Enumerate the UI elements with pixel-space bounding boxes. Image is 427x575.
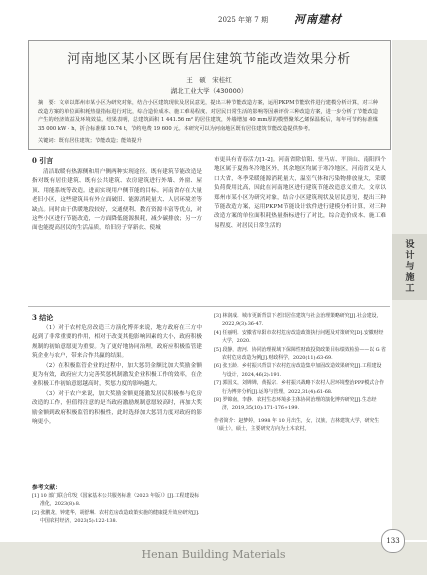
- reference-item: [4] 任丽明．安徽省阜阳市农村危房改造政策执行问题及对策研究[D].安徽财经大学，2020.: [214, 329, 384, 345]
- conclusion-heading: 3 结论: [32, 313, 54, 322]
- intro-left-text: 清洁取暖有热源侧和用户侧两种实现途径。既有建筑节能改造是指对既有居住建筑、既有公共建筑、农房建筑进行外墙、外窗、屋顶、用能系统等改造。进而实现用户侧节能的目标。河南省存在大量老旧小区，这些建筑具有外立面破旧、能源消耗量大、人居环境差等缺点。同时由于供暖地段较好，交通便利、教育资源丰富等优点，对这些小区进行节能改造，一方面降低能源损耗，减少碳排放；另一方面也能提高居民的生活品质，给旧房子穿新衣、使城: [32, 169, 202, 232]
- reference-item: [3] 林润成．城市更新背景下老旧居住建筑与社会治理策略研究[J].社会建设，2022,9(3):36-47.: [214, 313, 382, 328]
- intro-heading: 0 引言: [32, 156, 54, 165]
- page-number: 133: [381, 529, 405, 553]
- journal-logo: 河南建材: [294, 13, 342, 26]
- page-header: [0, 0, 427, 34]
- conclusion-column: [32, 324, 202, 427]
- reference-item: [1] 10 部门联合印发《国家基本公共服务标准（2023 年版）》[J].工程建设标准化，2023(8):8.: [32, 493, 200, 508]
- references-left: [32, 492, 202, 526]
- intro-right-column: [214, 156, 386, 231]
- article-affiliation: 湖北工业大学（430000）: [170, 87, 248, 95]
- section-divider: [28, 306, 390, 307]
- journal-english-name: Henan Building Materials: [141, 548, 286, 561]
- conclusion-paragraph-2: （2）在积极监管企业的过程中，加大惩罚金额比加大奖励金额更为有效，政府应大力完善奖惩机制激发企业积极工作的效率，在企业积极工作初始意愿越高时，奖惩力度的影响越大。: [32, 362, 202, 388]
- author-bio: 作者简介：赵梦婷，1998 年 10 月出生，女，汉族，吉林建筑大学，研究生（硕士），硕士，主要研究方向为土木农村。: [214, 417, 380, 433]
- article-authors: 王 硕 宋桂红: [186, 76, 232, 84]
- article-abstract: 摘 要：文章以郑州市某小区为研究对象，结合小区建筑现状及居民意见，提出三种节能改造方案，运用PKPM节能软件进行建模分析计算，对三种改造方案的单位面积耗热量指标进行对比，综合造价成本、施工难易程度、对居民日常生活的影响等因素评价三种改造方案，进一步分析了节能改造产生的经济效益及环境效益。结果表明，总建筑面积 1 441.56 m² 的居住建筑，外墙增加 40 mm厚的模塑聚苯乙烯保温板后，每年可节约标准煤 35 000 kW · h，折合标准煤 10.74 t，节约电费 19 600 元。本研究可以为河南地区既有居住建筑节能改造提供参考。: [38, 100, 378, 132]
- conclusion-paragraph-3: （3）对于农户来说，加大奖励金额更能激发居民积极参与危房改造的工作，但值得注意的是当政府激励规制意愿较高时，再加大奖励金额到政府积极监管的积极性，此时选择加大惩罚力度对政府的影响更小。: [32, 390, 202, 426]
- reference-item: [8] 罗锦南，李静．农村生态环境多主体协同治理的演化博弈研究[J].生态经济，2019,35(10):171-176+199.: [214, 397, 377, 412]
- intro-left-column: [32, 168, 202, 234]
- article-keywords: 关键词：既有居住建筑；节能改造；能效提升: [38, 138, 142, 144]
- conclusion-paragraph-1: （1）对于农村危房改造三方演化博弈来说，地方政府在三方中起到了非常重要的作用，相对于改变其他影响因素的大小，政府积极规制的初始意愿更为重要。为了更好地协同治理，政府应积极监管建筑企业与农户，带来合作共赢的结果。: [32, 325, 202, 360]
- references-right: [214, 312, 386, 434]
- reference-item: [5] 段静，唐河．协同治理视域下保障性财政投资政策目标绩效检验——以 G 省农村危房改造为例[J].财政科学，2020(11):63-69.: [214, 346, 386, 362]
- intro-right-text: 市更具有青春活力[1-2]。河南省除信阳、驻马店、平顶山、南阳四个地区属于夏热冬冷地区外，其余地区均属于寒冷地区，河南省又是人口大省，冬季采暖能源消耗量大，温室气体和污染物排放量大，采暖负荷费用比高，因此在河南地区进行建筑节能改造意义重大。文章以郑州市某小区为研究对象，结合小区建筑现状及居民意见，提出三种节能改造方案，运用PKPM节能设计软件进行建模分析计算，对三种改造方案的单位面积耗热量指标进行了对比，综合造价成本、施工难易程度、对居民日常生活的: [214, 157, 386, 229]
- reference-item: [7] 郭国义，刘婵婵，黄振宗．乡村振兴战略下农村人居环境整治PPP模式合作行为博弈分析[J].运筹与管理，2022,31(4):61-68.: [214, 380, 384, 395]
- reference-item: [2] 张鹏龙，钟建华，胡舒琳．农村危房改造政策实施的健康提升效应研究[J].中国农村经济，2023(5):122-138.: [32, 509, 200, 525]
- reference-item: [6] 张玉龄．乡村振兴背景下农村危房改造集中加固改造效果研究[J].工程建设与设计，2024,46(2):191.: [214, 363, 382, 378]
- references-heading: 参考文献：: [32, 485, 61, 491]
- section-tab-label: 设计与施工: [405, 240, 415, 294]
- issue-label: 2025 年第 7 期: [218, 16, 268, 24]
- article-title: 河南地区某小区既有居住建筑节能改造效果分析: [67, 52, 351, 67]
